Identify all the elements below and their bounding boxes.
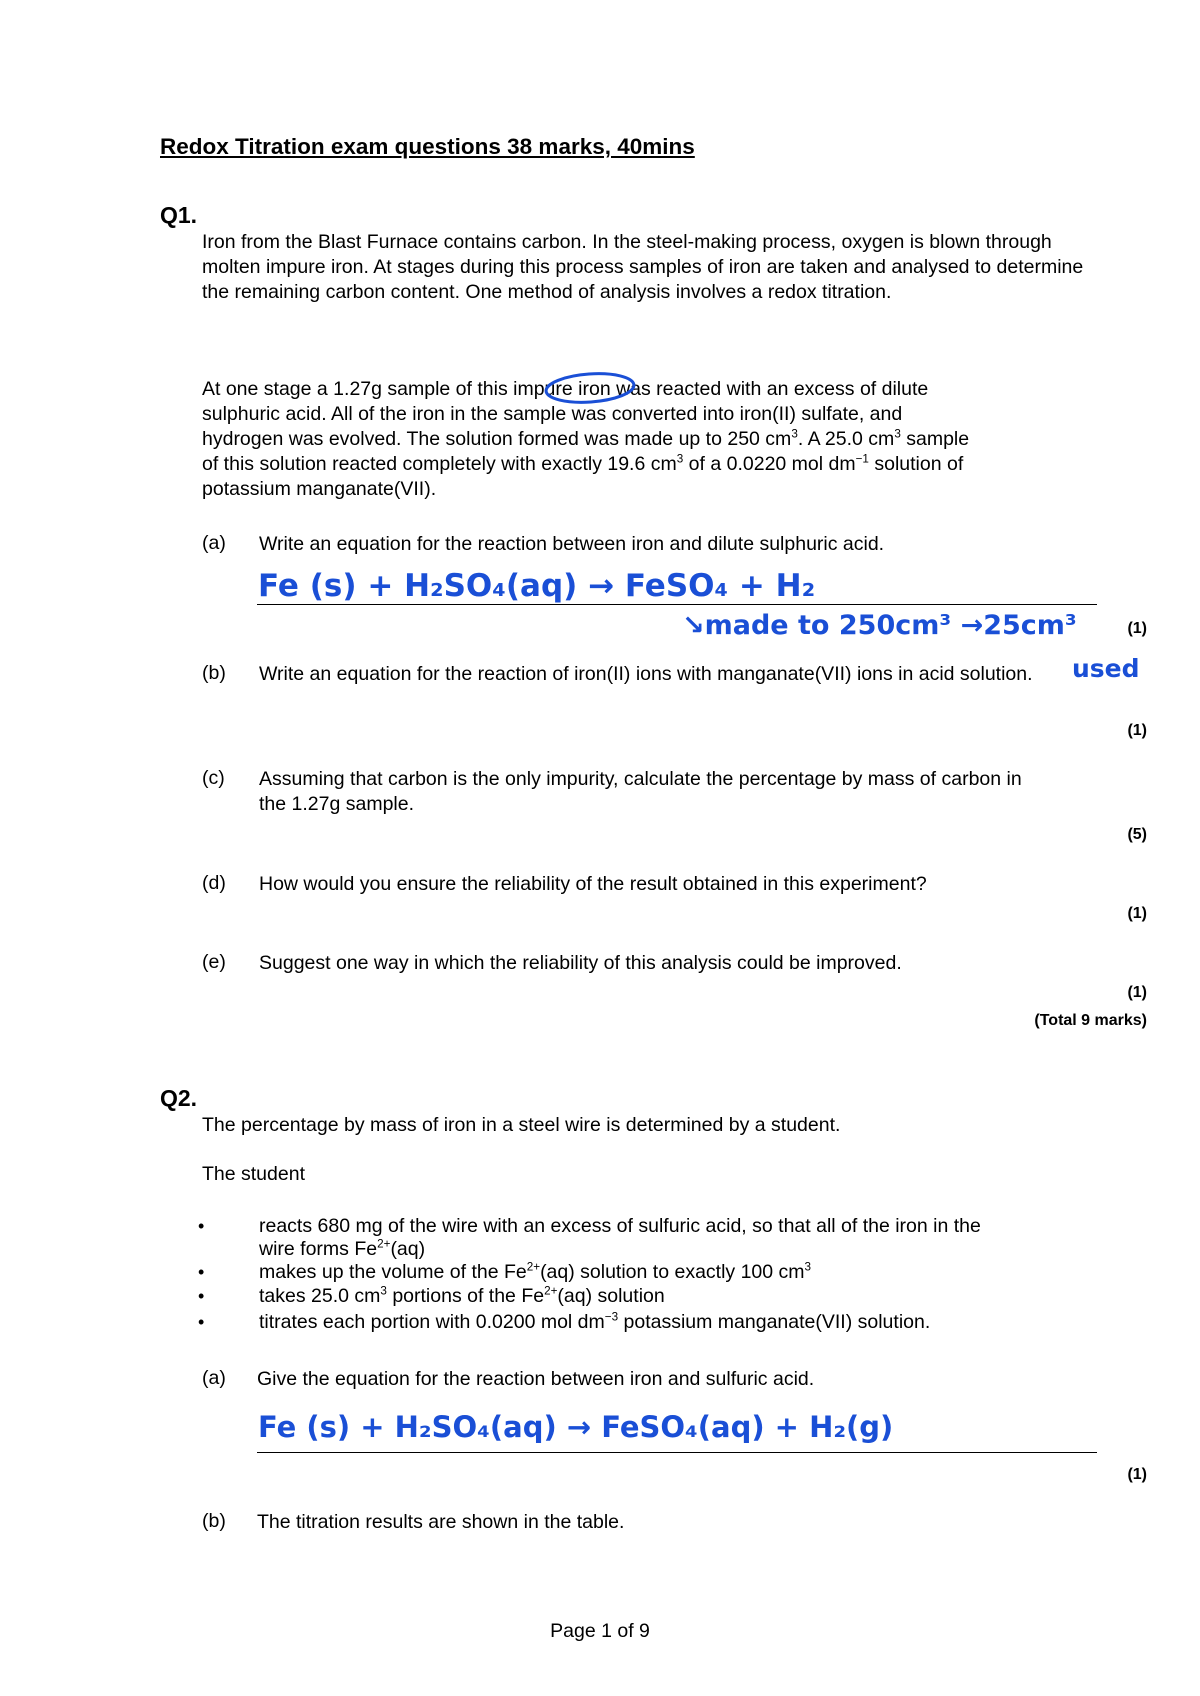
q2a-answer-line bbox=[257, 1452, 1097, 1453]
q2-bullet-1: reacts 680 mg of the wire with an excess of sulfuric acid, so that all of the iron in the wire forms $Fe^{2+}(aq)$ bbox=[259, 1215, 981, 1260]
q1-p2-line2: sulphuric acid. All of the iron in the sample was converted into iron(II) sulfate, and bbox=[202, 403, 903, 425]
q1-part-c-label: (c) bbox=[202, 767, 225, 789]
q2-part-b-label: (b) bbox=[202, 1510, 226, 1532]
q1-total-marks: (Total 9 marks) bbox=[1034, 1012, 1147, 1029]
q2-bullet-3: takes 25.0 $cm^3$ portions of the $Fe^{2+}(aq)$ solution bbox=[259, 1284, 665, 1307]
q1-part-c-text: Assuming that carbon is the only impurity, calculate the percentage by mass of carbon in the 1.27g sample. bbox=[259, 768, 1022, 815]
q1-intro: Iron from the Blast Furnace contains carbon. In the steel-making process, oxygen is blown through molten impure iron. At stages during this process samples of iron are taken and analysed to determine the remaining carbon content. One method of analysis involves a redox titration. bbox=[202, 231, 1084, 303]
q1b-marks: (1) bbox=[1127, 722, 1147, 739]
q1-part-b-text: Write an equation for the reaction of iron(II) ions with manganate(VII) ions in acid solution. bbox=[259, 663, 1033, 685]
bullet-3: • bbox=[198, 1286, 205, 1306]
q1-p2-line5: potassium manganate(VII). bbox=[202, 478, 437, 500]
q1-label: Q1. bbox=[160, 202, 198, 228]
circle-annotation bbox=[540, 368, 640, 410]
handwritten-note-1: ↘made to 250cm³ →25cm³ bbox=[682, 610, 1077, 641]
q2-intro: The percentage by mass of iron in a steel wire is determined by a student. bbox=[202, 1114, 841, 1136]
page-title: Redox Titration exam questions 38 marks, 40mins bbox=[160, 134, 695, 159]
bullet-2: • bbox=[198, 1262, 205, 1282]
q1a-answer-line bbox=[257, 604, 1097, 605]
bullet-1: • bbox=[198, 1216, 205, 1236]
q1-paragraph-2 bbox=[202, 377, 1102, 502]
q1-p2-line3: hydrogen was evolved. The solution formed was made up to 250 $cm^3$. A 25.0 $cm^3$ sample bbox=[202, 427, 970, 450]
circled-word: impure bbox=[513, 378, 573, 400]
q1e-marks: (1) bbox=[1127, 984, 1147, 1001]
handwritten-note-2: used bbox=[1072, 654, 1140, 683]
handwritten-answer-q1a: Fe (s) + H₂SO₄(aq) → FeSO₄ + H₂ bbox=[258, 568, 816, 604]
page-footer: Page 1 of 9 bbox=[550, 1620, 650, 1642]
q1-part-d-text: How would you ensure the reliability of the result obtained in this experiment? bbox=[259, 873, 927, 895]
q1-part-b-label: (b) bbox=[202, 662, 226, 684]
q1-part-d-label: (d) bbox=[202, 872, 226, 894]
q2a-marks: (1) bbox=[1127, 1466, 1147, 1483]
q2-part-a-text: Give the equation for the reaction between iron and sulfuric acid. bbox=[257, 1368, 815, 1390]
q2-student: The student bbox=[202, 1163, 305, 1185]
handwritten-answer-q2a: Fe (s) + H₂SO₄(aq) → FeSO₄(aq) + H₂(g) bbox=[258, 1410, 894, 1444]
q1-part-a-label: (a) bbox=[202, 532, 226, 554]
q2-label: Q2. bbox=[160, 1085, 198, 1111]
q2-part-a-label: (a) bbox=[202, 1367, 226, 1389]
bullet-4: • bbox=[198, 1312, 205, 1332]
q1-part-e-label: (e) bbox=[202, 951, 226, 973]
q1a-marks: (1) bbox=[1127, 620, 1147, 637]
q1-p2-line1: At one stage a 1.27g sample of this impure iron was reacted with an excess of dilute bbox=[202, 378, 929, 400]
q1-p2-line4: of this solution reacted completely with exactly 19.6 $cm^3$ of a 0.0220 mol $dm^{-1}$ solution of bbox=[202, 452, 964, 475]
q2-bullet-4: titrates each portion with 0.0200 mol $dm^{-3}$ potassium manganate(VII) solution. bbox=[259, 1310, 931, 1333]
q1d-marks: (1) bbox=[1127, 905, 1147, 922]
q2-part-b-text: The titration results are shown in the table. bbox=[257, 1511, 625, 1533]
q2-bullet-2: makes up the volume of the $Fe^{2+}(aq)$ solution to exactly 100 $cm^3$ bbox=[259, 1260, 812, 1283]
q1-part-e-text: Suggest one way in which the reliability of this analysis could be improved. bbox=[259, 952, 902, 974]
q1c-marks: (5) bbox=[1127, 826, 1147, 843]
q1-part-a-text: Write an equation for the reaction between iron and dilute sulphuric acid. bbox=[259, 533, 885, 555]
